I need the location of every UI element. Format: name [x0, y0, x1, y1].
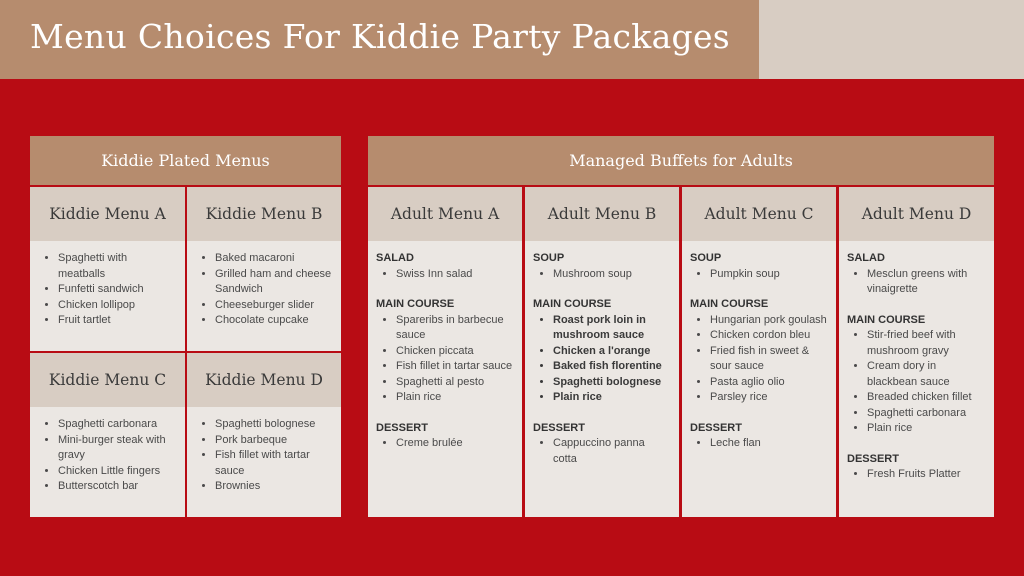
- list-item: • Creme brulée: [396, 436, 514, 452]
- list-item: • Cheeseburger slider: [215, 298, 333, 314]
- kiddie-menu-b-title: Kiddie Menu B: [187, 187, 341, 241]
- list-item: • Fish fillet with tartar sauce: [215, 448, 333, 479]
- section-list: [847, 328, 986, 437]
- list-item: • Plain rice: [553, 390, 671, 406]
- kiddie-menu-d-title: Kiddie Menu D: [187, 353, 341, 407]
- menu-section: [690, 251, 828, 282]
- menu-section: [533, 251, 671, 282]
- list-item: • Plain rice: [396, 390, 514, 406]
- list-item: • Fish fillet in tartar sauce: [396, 359, 514, 375]
- adult-menu-b-title: Adult Menu B: [525, 187, 679, 241]
- section-list: [690, 436, 828, 452]
- section-title: SALAD: [376, 252, 414, 264]
- adult-menu-d-card: [839, 187, 994, 517]
- kiddie-menu-b-card: [187, 187, 341, 351]
- kiddie-menu-c-title: Kiddie Menu C: [30, 353, 185, 407]
- section-list: [533, 436, 671, 467]
- adult-menu-b-card: [525, 187, 679, 517]
- kiddie-menu-b-list: [195, 251, 333, 329]
- kiddie-menu-b-body: [187, 241, 341, 329]
- title-corner-panel: [759, 0, 1024, 79]
- list-item: • Fresh Fruits Platter: [867, 467, 986, 483]
- section-title: SOUP: [533, 252, 565, 264]
- adult-menu-d-body: [839, 241, 994, 483]
- section-list: [376, 313, 514, 406]
- list-item: • Pasta aglio olio: [710, 375, 828, 391]
- list-item: • Fruit tartlet: [58, 313, 177, 329]
- kiddie-menu-d-body: [187, 407, 341, 495]
- menu-section: [533, 297, 671, 406]
- list-item: • Swiss Inn salad: [396, 267, 514, 283]
- section-list: [690, 313, 828, 406]
- section-list: [847, 467, 986, 483]
- list-item: • Mushroom soup: [553, 267, 671, 283]
- adult-menu-a-title: Adult Menu A: [368, 187, 522, 241]
- page-title: Menu Choices For Kiddie Party Packages: [30, 17, 731, 56]
- kiddie-menu-d-list: [195, 417, 333, 495]
- list-item: • Cream dory in blackbean sauce: [867, 359, 986, 390]
- list-item: • Spaghetti carbonara: [867, 406, 986, 422]
- list-item: • Chicken piccata: [396, 344, 514, 360]
- list-item: • Mesclun greens with vinaigrette: [867, 267, 986, 298]
- list-item: • Cappuccino panna cotta: [553, 436, 671, 467]
- list-item: • Stir-fried beef with mushroom gravy: [867, 328, 986, 359]
- list-item: • Funfetti sandwich: [58, 282, 177, 298]
- menu-section: [533, 421, 671, 468]
- kiddie-menu-c-list: [38, 417, 177, 495]
- kiddie-menu-d-card: [187, 353, 341, 517]
- list-item: • Spaghetti al pesto: [396, 375, 514, 391]
- section-list: [847, 267, 986, 298]
- kiddie-section-header: Kiddie Plated Menus: [30, 136, 341, 185]
- list-item: • Brownies: [215, 479, 333, 495]
- list-item: • Baked macaroni: [215, 251, 333, 267]
- kiddie-menu-c-body: [30, 407, 185, 495]
- section-title: DESSERT: [376, 421, 428, 434]
- adult-menu-d-title: Adult Menu D: [839, 187, 994, 241]
- list-item: • Chicken a l'orange: [553, 344, 671, 360]
- adult-menu-c-body: [682, 241, 836, 452]
- section-title: MAIN COURSE: [690, 298, 769, 310]
- menu-section: [376, 297, 514, 406]
- list-item: • Hungarian pork goulash: [710, 313, 828, 329]
- list-item: • Fried fish in sweet & sour sauce: [710, 344, 828, 375]
- section-title: DESSERT: [533, 421, 585, 434]
- list-item: • Spaghetti bolognese: [553, 375, 671, 391]
- menu-section: [847, 452, 986, 483]
- kiddie-menu-a-card: [30, 187, 185, 351]
- kiddie-menu-a-body: [30, 241, 185, 329]
- kiddie-menu-a-list: [38, 251, 177, 329]
- adult-menu-a-card: [368, 187, 522, 517]
- section-list: [533, 267, 671, 283]
- list-item: • Chicken cordon bleu: [710, 328, 828, 344]
- title-bar: [0, 0, 759, 79]
- list-item: • Spaghetti with meatballs: [58, 251, 177, 282]
- list-item: • Pumpkin soup: [710, 267, 828, 283]
- list-item: • Spaghetti carbonara: [58, 417, 177, 433]
- kiddie-menu-a-title: Kiddie Menu A: [30, 187, 185, 241]
- list-item: • Chicken Little fingers: [58, 464, 177, 480]
- list-item: • Pork barbeque: [215, 433, 333, 449]
- section-list: [690, 267, 828, 283]
- section-title: MAIN COURSE: [847, 313, 926, 326]
- section-title: SOUP: [690, 252, 722, 264]
- section-list: [376, 436, 514, 452]
- section-title: SALAD: [847, 252, 885, 264]
- list-item: • Chicken lollipop: [58, 298, 177, 314]
- list-item: • Plain rice: [867, 421, 986, 437]
- list-item: • Breaded chicken fillet: [867, 390, 986, 406]
- list-item: • Parsley rice: [710, 390, 828, 406]
- section-title: DESSERT: [847, 452, 899, 465]
- section-title: MAIN COURSE: [533, 298, 612, 310]
- adult-menu-c-title: Adult Menu C: [682, 187, 836, 241]
- adult-menu-a-body: [368, 241, 522, 452]
- list-item: • Chocolate cupcake: [215, 313, 333, 329]
- list-item: • Butterscotch bar: [58, 479, 177, 495]
- section-list: [376, 267, 514, 283]
- section-title: DESSERT: [690, 421, 742, 434]
- list-item: • Grilled ham and cheese Sandwich: [215, 267, 333, 298]
- adult-menu-c-card: [682, 187, 836, 517]
- adult-section-header: Managed Buffets for Adults: [368, 136, 994, 185]
- list-item: • Spaghetti bolognese: [215, 417, 333, 433]
- section-title: MAIN COURSE: [376, 298, 455, 310]
- list-item: • Roast pork loin in mushroom sauce: [553, 313, 671, 344]
- kiddie-menu-c-card: [30, 353, 185, 517]
- menu-section: [376, 251, 514, 282]
- adult-menu-b-body: [525, 241, 679, 467]
- menu-section: [376, 421, 514, 452]
- list-item: • Leche flan: [710, 436, 828, 452]
- list-item: • Baked fish florentine: [553, 359, 671, 375]
- list-item: • Spareribs in barbecue sauce: [396, 313, 514, 344]
- menu-section: [690, 421, 828, 452]
- menu-section: [847, 313, 986, 437]
- section-list: [533, 313, 671, 406]
- menu-section: [847, 251, 986, 298]
- menu-section: [690, 297, 828, 406]
- list-item: • Mini-burger steak with gravy: [58, 433, 177, 464]
